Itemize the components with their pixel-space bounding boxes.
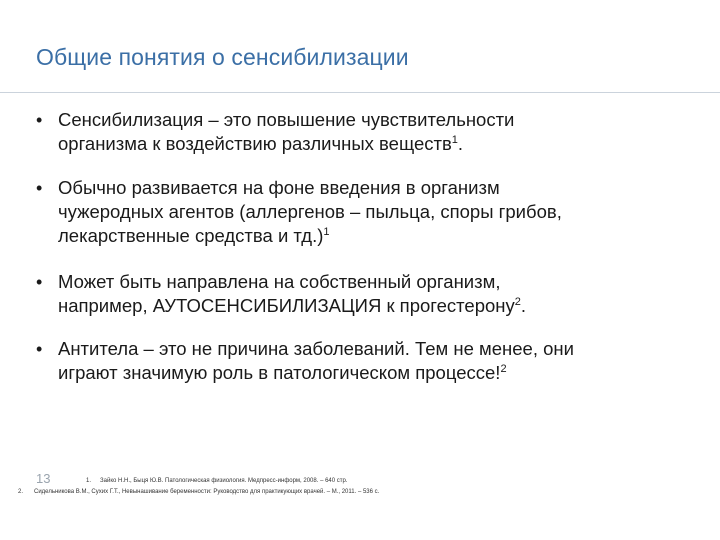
title-divider <box>0 92 720 93</box>
page-number: 13 <box>36 471 51 486</box>
bullet-text-line: например, АУТОСЕНСИБИЛИЗАЦИЯ к прогестерону <box>58 295 515 316</box>
bullet-text-line: Может быть направлена на собственный организм, <box>58 271 501 292</box>
bullet-item <box>36 108 514 156</box>
bullet-item <box>36 270 526 318</box>
footnote-ref: 1 <box>451 134 458 146</box>
bullet-item <box>36 176 562 248</box>
bullet-text-line: Сенсибилизация – это повышение чувствительности <box>58 109 515 130</box>
footnote-ref: 2 <box>500 363 507 375</box>
bullet-marker: • <box>36 272 43 292</box>
bullet-marker: • <box>36 339 43 359</box>
reference-text: Сидельникова В.М., Сухих Г.Т., Невынашивание беременности: Руководство для практикующих врачей. – М., 2011. – 536 с. <box>34 489 380 495</box>
bullet-text-line: Антитела – это не причина заболеваний. Тем не менее, они <box>58 338 574 359</box>
bullet-marker: • <box>36 110 43 130</box>
reference-text: Зайко Н.Н., Быця Ю.В. Патологическая физиология. Медпресс-информ, 2008. – 640 стр. <box>100 478 348 484</box>
bullet-tail: . <box>520 295 527 316</box>
bullet-tail: . <box>457 133 464 154</box>
bullet-text-line: организма к воздействию различных веществ <box>58 133 452 154</box>
bullet-text-line: Обычно развивается на фоне введения в организм <box>58 177 500 198</box>
bullet-marker: • <box>36 178 43 198</box>
slide-title: Общие понятия о сенсибилизации <box>36 44 409 70</box>
bullet-item <box>36 337 574 385</box>
reference-number: 1. <box>86 478 92 484</box>
reference-item <box>18 487 379 498</box>
footnote-ref: 1 <box>323 226 330 238</box>
bullet-text-line: лекарственные средства и тд.) <box>58 225 324 246</box>
footnote-ref: 2 <box>514 296 521 308</box>
bullet-text-line: чужеродных агентов (аллергенов – пыльца, споры грибов, <box>58 201 562 222</box>
reference-number: 2. <box>18 489 24 495</box>
reference-item <box>86 476 348 487</box>
bullet-text-line: играют значимую роль в патологическом процессе! <box>58 362 501 383</box>
